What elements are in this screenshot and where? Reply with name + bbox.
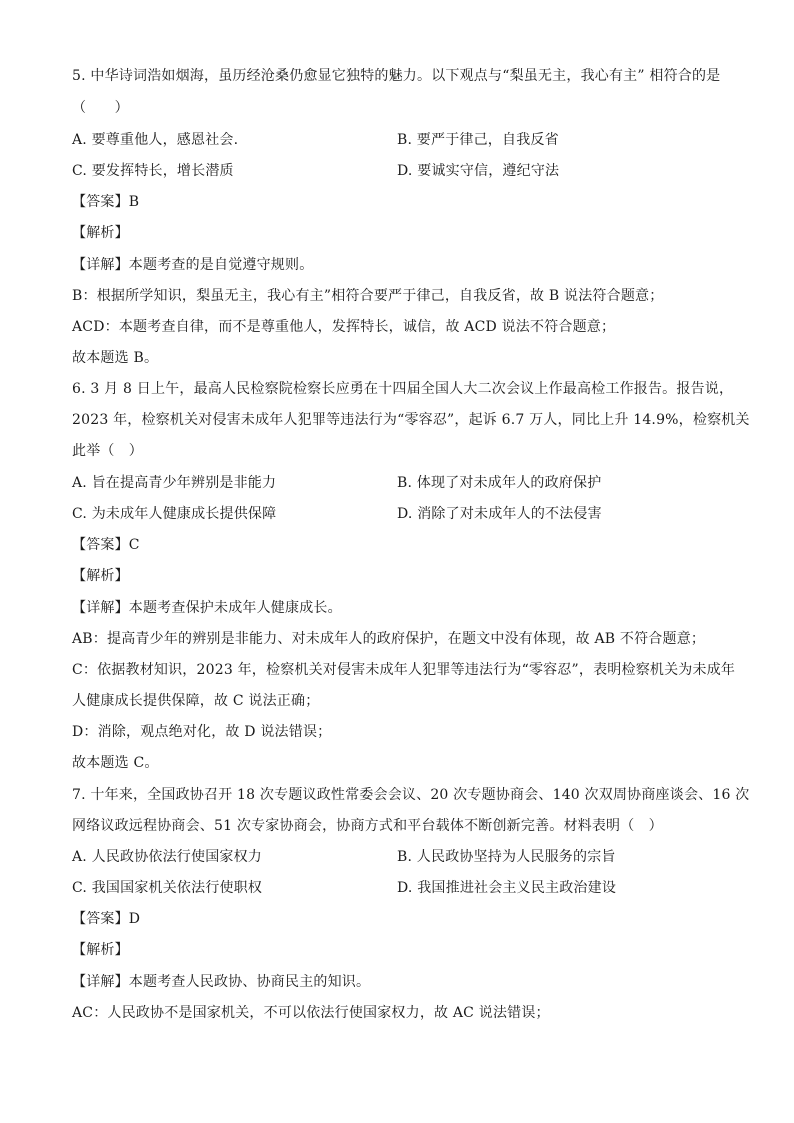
q6-option-d: D. 消除了对未成年人的不法侵害 [397,506,602,522]
q7-stem-line-1: 7. 十年来，全国政协召开 18 次专题议政性常委会会议、20 次专题协商会、140 次双周协商座谈会、16 次 [72,787,750,803]
q7-option-a: A. 人民政协依法行使国家权力 [72,849,263,865]
q6-stem-line-2: 2023 年，检察机关对侵害未成年人犯罪等违法行为“零容忍”，起诉 6.7 万人，同比上升 14.9%，检察机关 [72,412,750,428]
q6-option-b: B. 体现了对未成年人的政府保护 [397,475,602,491]
q5-conclusion: 故本题选 B。 [72,350,159,366]
q6-explanation-3: 人健康成长提供保障，故 C 说法正确； [72,693,320,709]
q5-option-a: A. 要尊重他人，感恩社会. [72,132,239,148]
q6-analysis-label: 【解析】 [72,568,129,584]
q7-analysis-label: 【解析】 [72,942,129,958]
q6-explanation-1: AB：提高青少年的辨别是非能力、对未成年人的政府保护，在题文中没有体现，故 AB 不符合题意； [72,631,706,647]
q6-option-a: A. 旨在提高青少年辨别是非能力 [72,475,277,491]
q5-analysis-label: 【解析】 [72,225,129,241]
q5-option-b: B. 要严于律己，自我反省 [397,132,559,148]
q5-explanation-1: B：根据所学知识，梨虽无主，我心有主”相符合要严于律己，自我反省，故 B 说法符合题意； [72,288,664,304]
q7-explanation-1: AC：人民政协不是国家机关，不可以依法行使国家权力，故 AC 说法错误； [72,1005,550,1021]
q7-option-d: D. 我国推进社会主义民主政治建设 [397,880,617,896]
q6-conclusion: 故本题选 C。 [72,755,159,771]
q7-option-b: B. 人民政协坚持为人民服务的宗旨 [397,849,616,865]
q5-stem-line-2: （ ） [72,100,129,116]
q5-stem-line-1: 5. 中华诗词浩如烟海，虽历经沧桑仍愈显它独特的魅力。以下观点与“梨虽无主，我心有主” 相符合的是 [72,68,721,84]
q7-stem-line-2: 网络议政远程协商会、51 次专家协商会，协商方式和平台载体不断创新完善。材料表明（ ） [72,818,663,834]
q6-detail: 【详解】本题考查保护未成年人健康成长。 [72,600,342,616]
q5-explanation-2: ACD：本题考查自律，而不是尊重他人，发挥特长，诚信，故 ACD 说法不符合题意； [72,319,616,335]
q6-answer: 【答案】C [72,537,140,553]
q6-stem-line-3: 此举（ ） [72,443,143,459]
q7-option-c: C. 我国国家机关依法行使职权 [72,880,263,896]
q7-detail: 【详解】本题考查人民政协、协商民主的知识。 [72,974,371,990]
q7-answer: 【答案】D [72,911,141,927]
q6-stem-line-1: 6. 3 月 8 日上午，最高人民检察院检察长应勇在十四届全国人大二次会议上作最高检工作报告。报告说， [72,381,734,397]
q5-option-c: C. 要发挥特长，增长潜质 [72,163,234,179]
q6-explanation-2: C：依据教材知识，2023 年，检察机关对侵害未成年人犯罪等违法行为“零容忍”，表明检察机关为未成年 [72,662,736,678]
q5-detail: 【详解】本题考查的是自觉遵守规则。 [72,257,314,273]
q6-option-c: C. 为未成年人健康成长提供保障 [72,506,277,522]
q5-option-d: D. 要诚实守信，遵纪守法 [397,163,560,179]
q6-explanation-4: D：消除，观点绝对化，故 D 说法错误； [72,724,332,740]
q5-answer: 【答案】B [72,194,140,210]
